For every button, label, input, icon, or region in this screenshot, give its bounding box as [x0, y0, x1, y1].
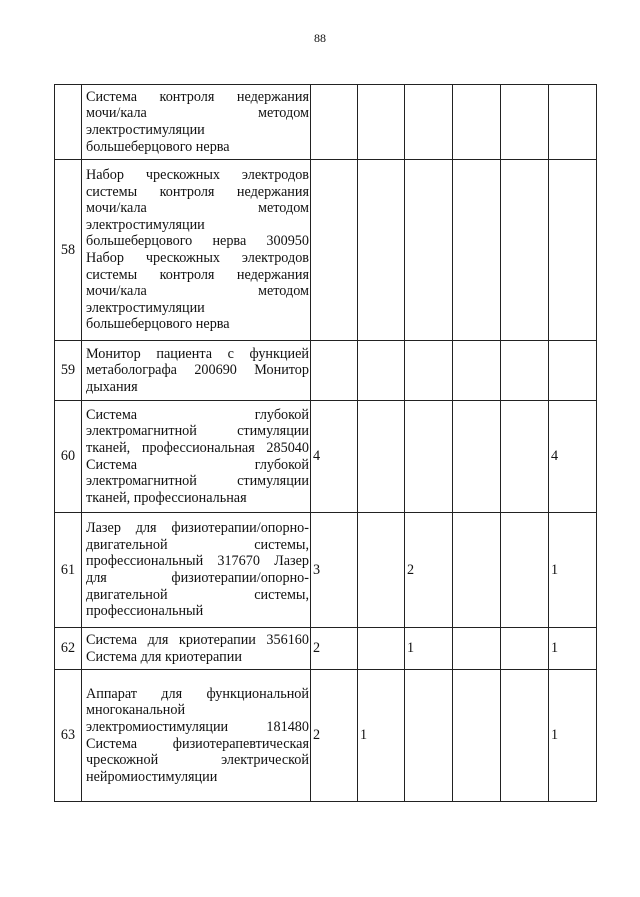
- item-description: [82, 628, 311, 670]
- equipment-table: [54, 84, 597, 802]
- quantity-cell: [501, 670, 549, 802]
- quantity-cell: [358, 628, 405, 670]
- description-line: Набор чрескожных электродов: [86, 167, 309, 184]
- description-line: чрескожной электрической: [86, 752, 309, 769]
- table-row: [55, 160, 597, 341]
- row-number: 60: [55, 401, 82, 513]
- page-number: 88: [314, 31, 326, 45]
- quantity-cell: [453, 341, 501, 401]
- quantity-cell: [358, 401, 405, 513]
- quantity-cell: [358, 513, 405, 628]
- description-line: для физиотерапии/опорно-: [86, 570, 309, 586]
- quantity-cell: [549, 341, 597, 401]
- item-description: [82, 513, 311, 628]
- quantity-cell: 1: [549, 628, 597, 670]
- item-description: [82, 160, 311, 341]
- item-description: [82, 85, 311, 160]
- description-line: дыхания: [86, 378, 138, 395]
- quantity-cell: [501, 628, 549, 670]
- description-line: Система глубокой: [86, 456, 309, 473]
- quantity-cell: [501, 85, 549, 160]
- quantity-cell: [358, 85, 405, 160]
- quantity-cell: 1: [358, 670, 405, 802]
- row-number: 61: [55, 513, 82, 628]
- table-row: [55, 85, 597, 160]
- description-line: Система физиотерапевтическая: [86, 735, 309, 752]
- quantity-cell: [405, 85, 453, 160]
- quantity-cell: 1: [549, 670, 597, 802]
- description-line: Лазер для физиотерапии/опорно-: [86, 520, 309, 537]
- quantity-cell: [311, 160, 358, 341]
- description-line: электростимуляции: [86, 216, 205, 233]
- row-number: 63: [55, 670, 82, 802]
- item-description: [82, 341, 311, 401]
- description-line: Аппарат для функциональной: [86, 685, 309, 702]
- quantity-cell: [453, 513, 501, 628]
- quantity-cell: [358, 341, 405, 401]
- description-line: двигательной системы,: [86, 586, 309, 603]
- description-line: Система для криотерапии: [86, 648, 242, 665]
- description-line: Система для криотерапии 356160: [86, 631, 309, 648]
- quantity-cell: [453, 85, 501, 160]
- description-line: тканей, профессиональная: [86, 489, 247, 506]
- description-line: большеберцового нерва: [86, 316, 230, 333]
- description-line: электромагнитной стимуляции: [86, 423, 309, 440]
- quantity-cell: [311, 85, 358, 160]
- quantity-cell: 4: [549, 401, 597, 513]
- description-line: мочи/кала методом: [86, 283, 309, 300]
- description-line: большеберцового нерва 300950: [86, 233, 309, 250]
- row-number: 58: [55, 160, 82, 341]
- description-line: профессиональный: [86, 603, 204, 620]
- quantity-cell: 1: [549, 513, 597, 628]
- description-line: системы контроля недержания: [86, 183, 309, 200]
- description-line: нейромиостимуляции: [86, 768, 218, 785]
- item-description: [82, 401, 311, 513]
- quantity-cell: 2: [311, 670, 358, 802]
- quantity-cell: [358, 160, 405, 341]
- quantity-cell: [501, 341, 549, 401]
- quantity-cell: 4: [311, 401, 358, 513]
- description-line: многоканальной: [86, 702, 186, 719]
- table-row: [55, 670, 597, 802]
- quantity-cell: [405, 341, 453, 401]
- description-line: мочи/кала методом: [86, 200, 309, 217]
- quantity-cell: [453, 160, 501, 341]
- row-number: 59: [55, 341, 82, 401]
- quantity-cell: [453, 401, 501, 513]
- description-line: электростимуляции: [86, 122, 205, 138]
- quantity-cell: 3: [311, 513, 358, 628]
- description-line: двигательной системы,: [86, 536, 309, 553]
- quantity-cell: [501, 401, 549, 513]
- table-row: [55, 341, 597, 401]
- table-row: [55, 513, 597, 628]
- description-line: Набор чрескожных электродов: [86, 250, 309, 266]
- row-number: [55, 85, 82, 160]
- quantity-cell: [549, 160, 597, 341]
- description-line: электромагнитной стимуляции: [86, 473, 309, 490]
- description-line: метаболографа 200690 Монитор: [86, 362, 309, 379]
- quantity-cell: [405, 401, 453, 513]
- quantity-cell: [453, 628, 501, 670]
- quantity-cell: [311, 341, 358, 401]
- description-line: электромиостимуляции 181480: [86, 718, 309, 735]
- quantity-cell: [453, 670, 501, 802]
- description-line: тканей, профессиональная 285040: [86, 439, 309, 456]
- description-line: Система контроля недержания: [86, 88, 309, 105]
- quantity-cell: [501, 160, 549, 341]
- description-line: профессиональный 317670 Лазер: [86, 553, 309, 570]
- table-row: [55, 401, 597, 513]
- quantity-cell: [549, 85, 597, 160]
- quantity-cell: 1: [405, 628, 453, 670]
- description-line: системы контроля недержания: [86, 266, 309, 283]
- item-description: [82, 670, 311, 802]
- description-line: Система глубокой: [86, 406, 309, 423]
- quantity-cell: 2: [311, 628, 358, 670]
- table-row: [55, 628, 597, 670]
- description-line: большеберцового нерва: [86, 138, 230, 155]
- description-line: электростимуляции: [86, 299, 205, 316]
- quantity-cell: [405, 160, 453, 341]
- description-line: мочи/кала методом: [86, 105, 309, 122]
- quantity-cell: 2: [405, 513, 453, 628]
- description-line: Монитор пациента с функцией: [86, 345, 309, 362]
- quantity-cell: [405, 670, 453, 802]
- row-number: 62: [55, 628, 82, 670]
- quantity-cell: [501, 513, 549, 628]
